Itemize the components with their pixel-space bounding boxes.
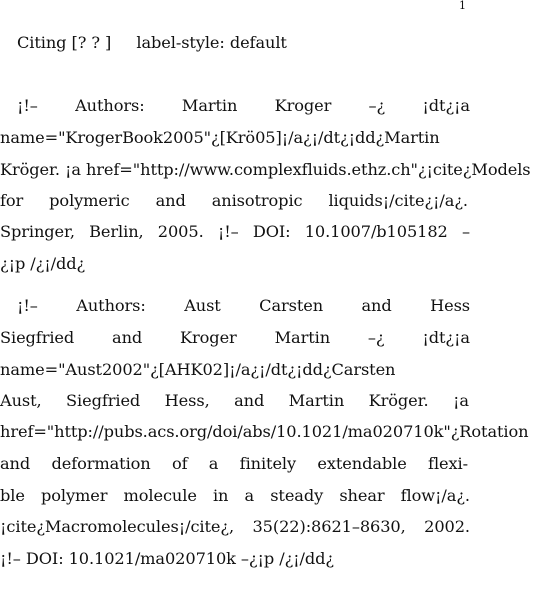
- word: ble: [0, 486, 25, 505]
- word: 10.1007/b105182: [304, 222, 448, 241]
- word: ¡!–: [17, 296, 38, 315]
- word: and: [0, 454, 31, 473]
- word: molecule: [123, 486, 197, 505]
- word: 35(22):8621–8630,: [252, 517, 406, 536]
- word: Berlin,: [89, 222, 144, 241]
- text-line-9: [0, 327, 470, 349]
- word: Siegfried: [66, 391, 141, 410]
- word: Kröger.: [368, 391, 429, 410]
- word: polymeric: [49, 191, 130, 210]
- text-line-11: [0, 390, 469, 412]
- word: Martin: [288, 391, 345, 410]
- word: flexi-: [428, 454, 468, 473]
- text-line-10: name="Aust2002"¿[AHK02]¡/a¿¡/dt¿¡dd¿Carsten: [0, 360, 396, 379]
- word: ¡!–: [217, 222, 239, 241]
- word: Martin: [274, 328, 331, 347]
- text-line-4: Kröger. ¡a href="http://www.complexfluids.ethz.ch"¿¡cite¿Models: [0, 160, 531, 179]
- word: DOI:: [252, 222, 291, 241]
- word: Authors:: [75, 96, 145, 115]
- text-line-6: [0, 221, 470, 243]
- word: Kroger: [274, 96, 332, 115]
- word: Authors:: [76, 296, 146, 315]
- text-line-5: [0, 190, 468, 212]
- text-line-13: [0, 453, 468, 475]
- word: –¿: [367, 328, 385, 347]
- word: Martin: [181, 96, 238, 115]
- word: ¡dt¿¡a: [422, 328, 470, 347]
- word: –: [461, 222, 470, 241]
- word: Hess,: [164, 391, 210, 410]
- word: steady: [270, 486, 324, 505]
- word: a: [244, 486, 255, 505]
- word: and: [155, 191, 186, 210]
- text-line-12: href="http://pubs.acs.org/doi/abs/10.1021/ma020710k"¿Rotation: [0, 422, 529, 441]
- citing-line: Citing [? ? ] label-style: default: [17, 33, 287, 52]
- word: ¡dt¿¡a: [422, 96, 470, 115]
- word: and: [112, 328, 143, 347]
- word: and: [234, 391, 265, 410]
- word: Springer,: [0, 222, 75, 241]
- text-line-14: [0, 485, 470, 507]
- word: 2002.: [424, 517, 470, 536]
- text-line-16: ¡!– DOI: 10.1021/ma020710k –¿¡p /¿¡/dd¿: [0, 549, 335, 568]
- word: Hess: [430, 296, 470, 315]
- word: finitely: [239, 454, 297, 473]
- word: ¡!–: [17, 96, 38, 115]
- word: Siegfried: [0, 328, 75, 347]
- word: in: [212, 486, 229, 505]
- word: of: [171, 454, 188, 473]
- word: extendable: [317, 454, 407, 473]
- word: for: [0, 191, 24, 210]
- text-line-7: ¿¡p /¿¡/dd¿: [0, 254, 86, 273]
- text-line-3: name="KrogerBook2005"¿[Krö05]¡/a¿¡/dt¿¡dd¿Martin: [0, 128, 440, 147]
- word: deformation: [51, 454, 151, 473]
- word: liquids¡/cite¿¡/a¿.: [328, 191, 468, 210]
- page-number: 1: [459, 0, 466, 12]
- text-line-15: [0, 516, 470, 538]
- text-line-2: [0, 95, 470, 117]
- word: ¡a: [453, 391, 469, 410]
- word: Kroger: [180, 328, 237, 347]
- word: Carsten: [259, 296, 324, 315]
- word: shear: [339, 486, 385, 505]
- word: 2005.: [157, 222, 204, 241]
- word: ¡cite¿Macromolecules¡/cite¿,: [0, 517, 235, 536]
- word: flow¡/a¿.: [400, 486, 470, 505]
- word: and: [361, 296, 392, 315]
- text-line-8: [0, 295, 470, 317]
- word: Aust,: [0, 391, 42, 410]
- word: –¿: [368, 96, 386, 115]
- word: anisotropic: [211, 191, 303, 210]
- word: a: [208, 454, 219, 473]
- word: Aust: [184, 296, 221, 315]
- word: polymer: [40, 486, 108, 505]
